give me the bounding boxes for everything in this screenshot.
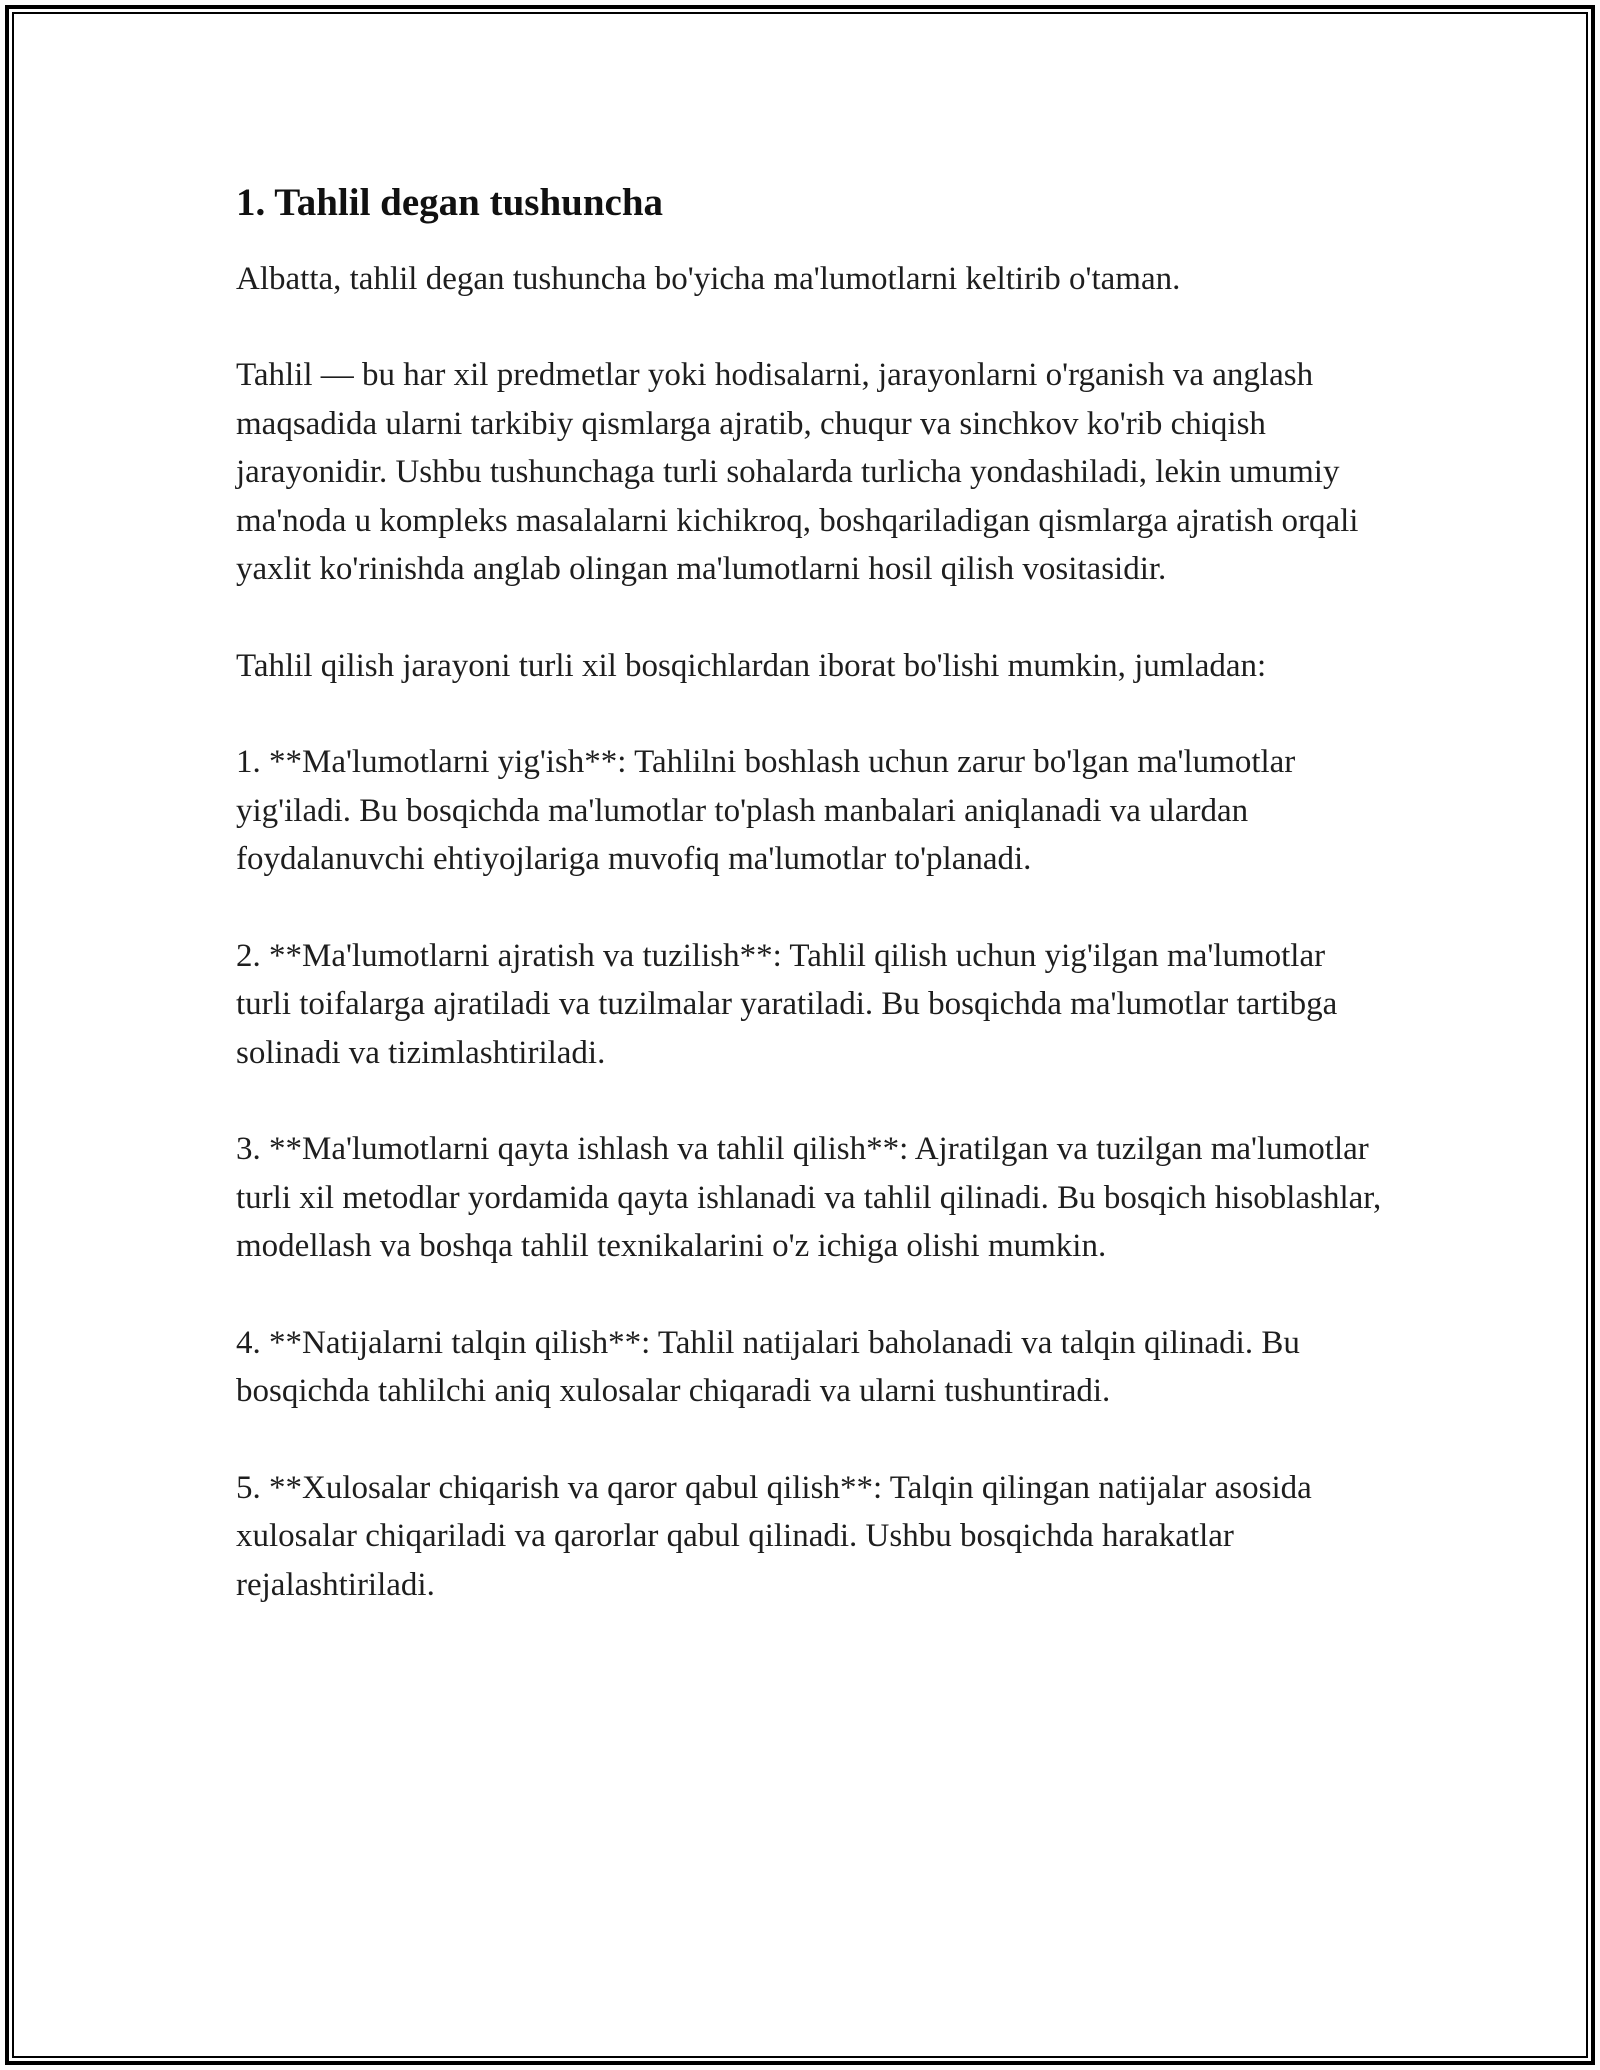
- definition-paragraph: Tahlil — bu har xil predmetlar yoki hodisalarni, jarayonlarni o'rganish va anglash maqsadida ularni tarkibiy qismlarga ajratib, chuqur va sinchkov ko'rib chiqish jarayonidir. Ushbu tushunchaga turli sohalarda turlicha yondashiladi, lekin umumiy ma'noda u kompleks masalalarni kichikroq, boshqariladigan qismlarga ajratish orqali yaxlit ko'rinishda anglab olingan ma'lumotlarni hosil qilish vositasidir.: [236, 357, 1359, 588]
- stages-intro-paragraph: Tahlil qilish jarayoni turli xil bosqichlardan iborat bo'lishi mumkin, jumladan:: [236, 647, 1267, 684]
- list-item-stage-5: 5. **Xulosalar chiqarish va qaror qabul qilish**: Talqin qilingan natijalar asosida xulosalar chiqariladi va qarorlar qabul qilinadi. Ushbu bosqichda harakatlar rejalashtiriladi.: [236, 1469, 1312, 1603]
- list-item-stage-4: 4. **Natijalarni talqin qilish**: Tahlil natijalari baholanadi va talqin qilinadi. Bu bosqichda tahlilchi aniq xulosalar chiqaradi va ularni tushuntiradi.: [236, 1324, 1300, 1410]
- intro-paragraph: Albatta, tahlil degan tushuncha bo'yicha ma'lumotlarni keltirib o'taman.: [236, 260, 1181, 297]
- document-body: [236, 180, 1386, 1657]
- list-item-stage-2: 2. **Ma'lumotlarni ajratish va tuzilish**: Tahlil qilish uchun yig'ilgan ma'lumotlar turli toifalarga ajratiladi va tuzilmalar yaratiladi. Bu bosqichda ma'lumotlar tartibga solinadi va tizimlashtiriladi.: [236, 937, 1338, 1071]
- section-heading: 1. Tahlil degan tushuncha: [236, 181, 664, 224]
- list-item-stage-1: 1. **Ma'lumotlarni yig'ish**: Tahlilni boshlash uchun zarur bo'lgan ma'lumotlar yig'iladi. Bu bosqichda ma'lumotlar to'plash manbalari aniqlanadi va ulardan foydalanuvchi ehtiyojlariga muvofiq ma'lumotlar to'planadi.: [236, 744, 1296, 878]
- list-item-stage-3: 3. **Ma'lumotlarni qayta ishlash va tahlil qilish**: Ajratilgan va tuzilgan ma'lumotlar turli xil metodlar yordamida qayta ishlanadi va tahlil qilinadi. Bu bosqich hisoblashlar, modellash va boshqa tahlil texnikalarini o'z ichiga olishi mumkin.: [236, 1131, 1382, 1265]
